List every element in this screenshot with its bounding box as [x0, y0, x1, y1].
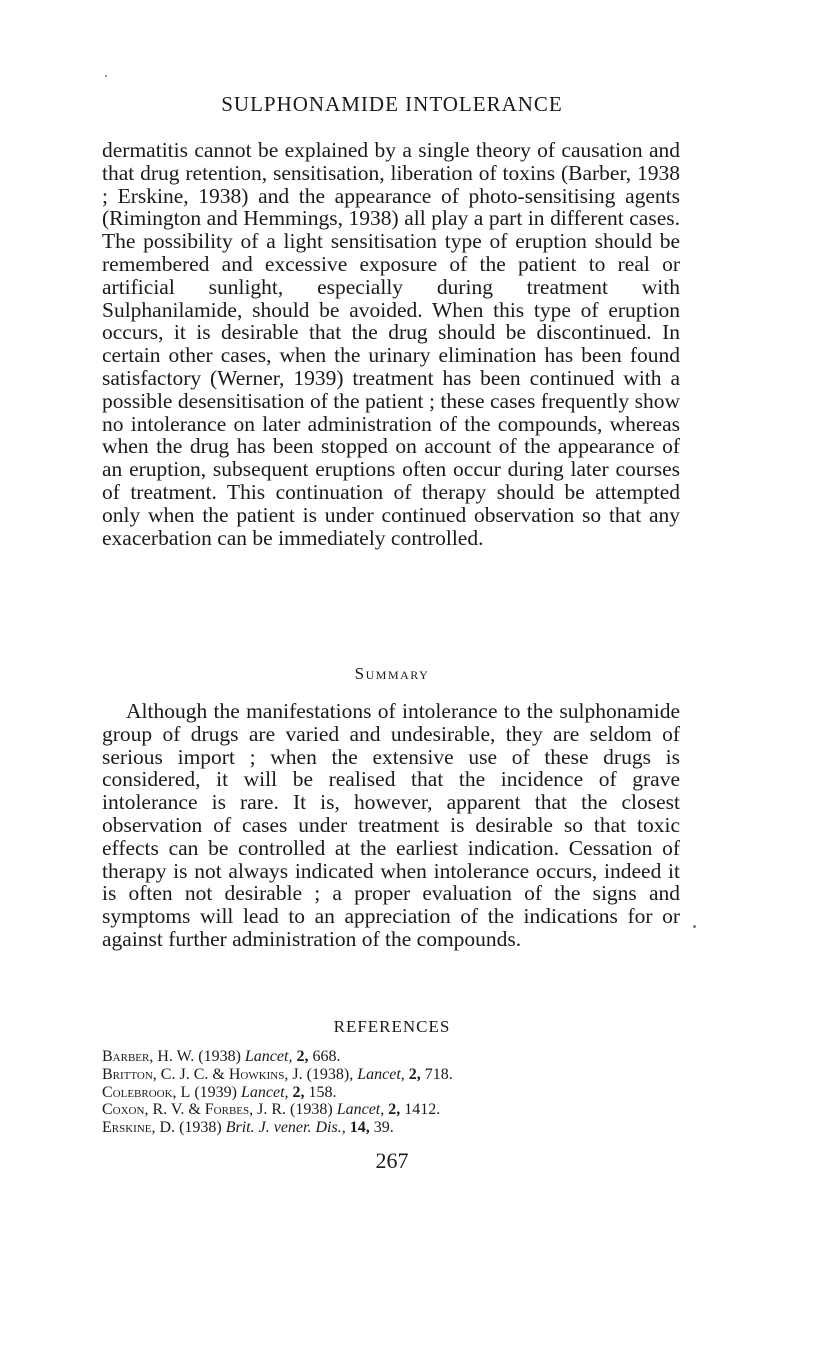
- reference-pages: 718.: [420, 1065, 453, 1083]
- reference-author: Coxon, R. V. & Forbes, J. R.: [102, 1101, 287, 1119]
- summary-heading: Summary: [354, 664, 430, 683]
- reference-item: [102, 1048, 702, 1066]
- reference-journal: Lancet,: [241, 1083, 289, 1101]
- reference-pages: 158.: [304, 1083, 337, 1101]
- reference-volume: 14,: [345, 1119, 370, 1137]
- reference-volume: 2,: [404, 1065, 421, 1083]
- reference-item: [102, 1101, 702, 1119]
- reference-item: [102, 1119, 702, 1137]
- scan-speck-mark: [105, 75, 107, 77]
- summary-paragraph: Although the manifestations of intolerance to the sulphonamide group of drugs are varied and undesirable, they are seldom of serious import ; when the extensive use of these drugs is considered, it will be realised that the incidence of grave intolerance is rare. It is, however, apparent that the closest observation of cases under treatment is desirable so that toxic effects can be controlled at the earliest indication. Cessation of therapy is not always indicated when intolerance occurs, indeed it is often not desirable ; a proper evaluation of the signs and symptoms will lead to an appreciation of the indications for or against further administration of the compounds.: [102, 699, 680, 951]
- reference-volume: 2,: [288, 1083, 305, 1101]
- references-heading: REFERENCES: [333, 1017, 451, 1036]
- reference-journal: Lancet,: [357, 1065, 405, 1083]
- scan-speck-mark: [693, 925, 696, 928]
- body-paragraph: dermatitis cannot be explained by a single theory of causation and that drug retention, sensitisation, liberation of toxins (Barber, 1938 ; Erskine, 1938) and the appearance of photo-sensitising agents (Rimington and Hemmings, 1938) all play a part in different cases. The possibility of a light sensitisation type of eruption should be remembered and excessive exposure of the patient to real or artificial sunlight, especially during treatment with Sulphanilamide, should be avoided. When this type of eruption occurs, it is desirable that the drug should be discontinued. In certain other cases, when the urinary elimination has been found satisfactory (Werner, 1939) treatment has been continued with a possible desensitisation of the patient ; these cases frequently show no intolerance on later administration of the compounds, whereas when the drug has been stopped on account of the appearance of an eruption, subsequent eruptions often occur during later courses of treatment. This continuation of therapy should be attempted only when the patient is under continued observation so that any exacerbation can be immediately controlled.: [102, 138, 680, 550]
- reference-year: (1939): [190, 1083, 241, 1101]
- reference-pages: 668.: [308, 1048, 341, 1065]
- reference-year: (1938): [194, 1048, 245, 1065]
- reference-year: (1938): [286, 1101, 337, 1119]
- reference-year: (1938),: [302, 1065, 358, 1083]
- reference-volume: 2,: [292, 1048, 309, 1065]
- reference-author: Colebrook, L: [102, 1083, 191, 1101]
- reference-pages: 1412.: [400, 1101, 441, 1119]
- reference-author: Erskine, D.: [102, 1119, 176, 1137]
- reference-volume: 2,: [384, 1101, 401, 1119]
- reference-author: Barber, H. W.: [102, 1048, 195, 1065]
- references-list: [102, 1048, 702, 1137]
- reference-pages: 39.: [369, 1119, 394, 1137]
- reference-item: [102, 1066, 702, 1084]
- page-number: 267: [375, 1148, 409, 1173]
- reference-year: (1938): [175, 1119, 226, 1137]
- reference-journal: Brit. J. vener. Dis.,: [225, 1119, 346, 1137]
- running-header: SULPHONAMIDE INTOLERANCE: [221, 92, 563, 116]
- reference-author: Britton, C. J. C. & Howkins, J.: [102, 1065, 303, 1083]
- reference-item: [102, 1084, 702, 1102]
- reference-journal: Lancet,: [336, 1101, 385, 1119]
- reference-journal: Lancet,: [244, 1048, 293, 1065]
